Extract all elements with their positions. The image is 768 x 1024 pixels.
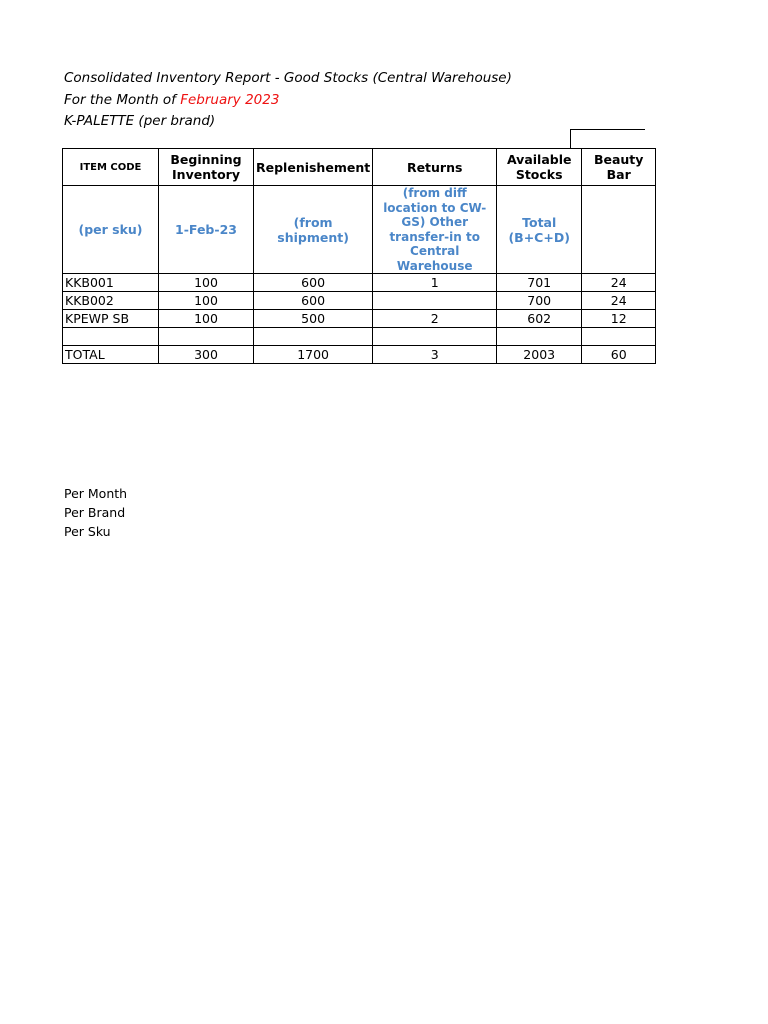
cell-replenishment: 600 xyxy=(254,292,373,310)
subheader-per-sku: (per sku) xyxy=(63,186,159,274)
blank-cell xyxy=(159,328,254,346)
blank-cell xyxy=(373,328,497,346)
cell-item-code: KKB002 xyxy=(63,292,159,310)
blank-cell xyxy=(63,328,159,346)
subheader-total-formula: Total (B+C+D) xyxy=(497,186,582,274)
header-beginning-inventory: Beginning Inventory xyxy=(159,149,254,186)
header-item-code: ITEM CODE xyxy=(63,149,159,186)
cell-beginning: 100 xyxy=(159,310,254,328)
report-brand: K-PALETTE (per brand) xyxy=(64,113,216,129)
cell-available: 700 xyxy=(497,292,582,310)
table-total-row xyxy=(63,346,656,364)
inventory-table xyxy=(62,148,656,364)
report-title: Consolidated Inventory Report - Good Stocks (Central Warehouse) xyxy=(64,70,512,86)
blank-cell xyxy=(254,328,373,346)
table-row xyxy=(63,310,656,328)
subheader-date: 1-Feb-23 xyxy=(159,186,254,274)
blank-cell xyxy=(497,328,582,346)
header-beauty-bar: Beauty Bar xyxy=(582,149,656,186)
cell-beauty-bar: 24 xyxy=(582,292,656,310)
month-prefix: For the Month of xyxy=(64,92,176,108)
notes-list xyxy=(64,484,127,541)
header-available-stocks: Available Stocks xyxy=(497,149,582,186)
total-replenishment: 1700 xyxy=(254,346,373,364)
cell-returns: 2 xyxy=(373,310,497,328)
total-label: TOTAL xyxy=(63,346,159,364)
table-blank-row xyxy=(63,328,656,346)
report-month xyxy=(64,92,279,108)
month-value: February 2023 xyxy=(180,92,280,108)
cell-beauty-bar: 24 xyxy=(582,274,656,292)
header-returns: Returns xyxy=(373,149,497,186)
total-returns: 3 xyxy=(373,346,497,364)
note-per-sku: Per Sku xyxy=(64,524,111,539)
table-header-row xyxy=(63,149,656,186)
blank-cell xyxy=(582,328,656,346)
table-row xyxy=(63,274,656,292)
cell-available: 602 xyxy=(497,310,582,328)
corner-border-box xyxy=(570,129,645,148)
total-beauty-bar: 60 xyxy=(582,346,656,364)
cell-item-code: KKB001 xyxy=(63,274,159,292)
cell-replenishment: 500 xyxy=(254,310,373,328)
total-beginning: 300 xyxy=(159,346,254,364)
cell-replenishment: 600 xyxy=(254,274,373,292)
header-replenishment: Replenishement xyxy=(254,149,373,186)
table-subheader-row xyxy=(63,186,656,274)
cell-beauty-bar: 12 xyxy=(582,310,656,328)
total-available: 2003 xyxy=(497,346,582,364)
note-per-brand: Per Brand xyxy=(64,505,126,520)
subheader-from-shipment: (from shipment) xyxy=(254,186,373,274)
cell-returns xyxy=(373,292,497,310)
subheader-beauty-bar xyxy=(582,186,656,274)
cell-available: 701 xyxy=(497,274,582,292)
table-row xyxy=(63,292,656,310)
cell-item-code: KPEWP SB xyxy=(63,310,159,328)
note-per-month: Per Month xyxy=(64,486,128,501)
subheader-returns-note: (from diff location to CW-GS) Other transfer-in to Central Warehouse xyxy=(373,186,497,274)
cell-beginning: 100 xyxy=(159,292,254,310)
cell-beginning: 100 xyxy=(159,274,254,292)
cell-returns: 1 xyxy=(373,274,497,292)
